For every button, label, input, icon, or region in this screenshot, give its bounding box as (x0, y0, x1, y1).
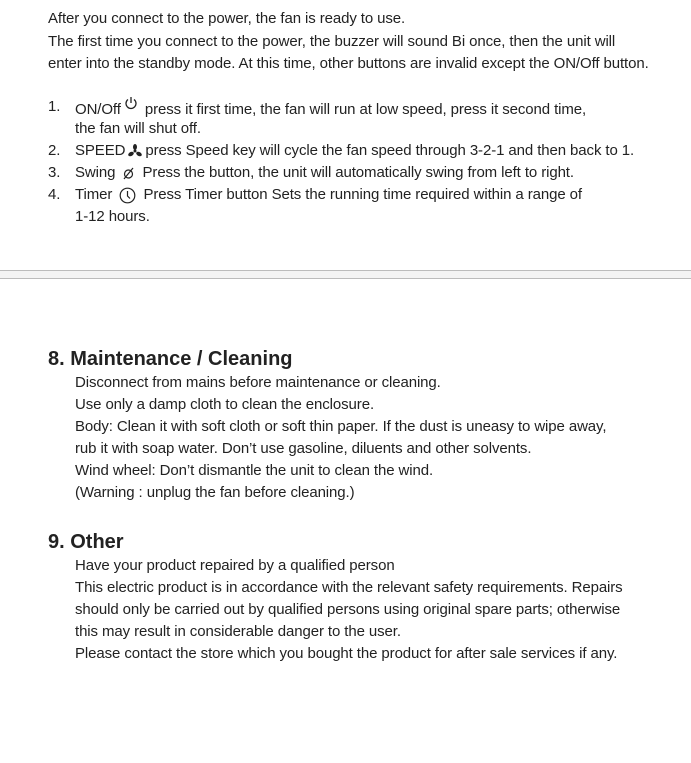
list-label: Swing (75, 164, 116, 181)
list-text: Press Timer button Sets the running time required within a range of (143, 186, 582, 203)
body-line: this may result in considerable danger to the user. (75, 623, 401, 640)
body-line: Body: Clean it with soft cloth or soft thin paper. If the dust is uneasy to wipe away, (75, 418, 607, 435)
body-line: rub it with soap water. Don’t use gasoline, diluents and other solvents. (75, 440, 532, 457)
list-label: SPEED (75, 142, 126, 159)
page-separator (0, 270, 691, 279)
list-number: 4. (48, 186, 61, 203)
list-label: Timer (75, 186, 113, 203)
list-label: ON/Off (75, 101, 121, 118)
list-text: press it first time, the fan will run at low speed, press it second time, (144, 101, 587, 118)
section-heading-maintenance: 8. Maintenance / Cleaning (48, 348, 293, 370)
list-item (48, 96, 668, 118)
list-number: 2. (48, 142, 61, 159)
intro-line: enter into the standby mode. At this time, other buttons are invalid except the ON/Off button. (48, 55, 649, 72)
body-line: Have your product repaired by a qualified person (75, 557, 395, 574)
swing-icon (122, 167, 135, 180)
body-line: This electric product is in accordance with the relevant safety requirements. Repairs (75, 579, 623, 596)
list-item (48, 140, 668, 162)
list-text: Press the button, the unit will automatically swing from left to right. (142, 164, 574, 181)
list-number: 3. (48, 164, 61, 181)
section-heading-other: 9. Other (48, 531, 124, 553)
list-item (48, 162, 668, 184)
clock-icon (119, 187, 136, 204)
body-line: (Warning : unplug the fan before cleaning.) (75, 484, 355, 501)
intro-line: The first time you connect to the power, the buzzer will sound Bi once, then the unit will (48, 33, 616, 50)
list-continuation: 1-12 hours. (75, 208, 150, 225)
body-line: Use only a damp cloth to clean the enclosure. (75, 396, 375, 413)
list-item (48, 184, 668, 206)
body-line: Please contact the store which you bought the product for after sale services if any. (75, 645, 618, 662)
list-text: press Speed key will cycle the fan speed through 3-2-1 and then back to 1. (145, 142, 635, 159)
power-icon (124, 96, 138, 110)
body-line: Wind wheel: Don’t dismantle the unit to clean the wind. (75, 462, 434, 479)
fan-icon (128, 144, 142, 158)
list-number: 1. (48, 98, 61, 115)
body-line: Disconnect from mains before maintenance or cleaning. (75, 374, 441, 391)
list-continuation: the fan will shut off. (75, 120, 201, 137)
intro-line: After you connect to the power, the fan is ready to use. (48, 10, 406, 27)
body-line: should only be carried out by qualified persons using original spare parts; otherwise (75, 601, 621, 618)
